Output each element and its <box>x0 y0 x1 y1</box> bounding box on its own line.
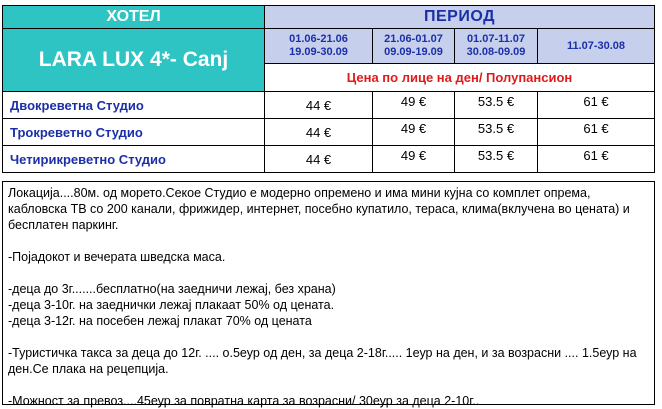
info-box <box>2 181 655 408</box>
period-3-line1: 01.07-11.07 <box>466 33 526 45</box>
room-row-2-price-2 <box>372 118 455 146</box>
room-row-3-price-2 <box>372 145 455 173</box>
period-col-1 <box>264 28 373 64</box>
room-row-2-price-3 <box>454 118 538 146</box>
room-name: Четирикреветно Студио <box>10 151 166 167</box>
price-value: 61 € <box>583 121 609 136</box>
period-col-3 <box>454 28 538 64</box>
period-header-label: ПЕРИОД <box>424 8 495 25</box>
room-row-1-price-4 <box>537 91 655 119</box>
period-col-4 <box>537 28 655 64</box>
price-value: 44 € <box>305 124 332 140</box>
room-row-2-price-1 <box>264 118 373 146</box>
price-value: 49 € <box>400 121 427 136</box>
price-value: 44 € <box>305 97 332 113</box>
period-2-line1: 21.06-01.07 <box>384 33 443 45</box>
period-2-line2: 09.09-19.09 <box>384 46 443 58</box>
price-value: 49 € <box>400 148 427 163</box>
price-value: 53.5 € <box>477 94 515 109</box>
price-value: 49 € <box>400 94 427 109</box>
period-1-line1: 01.06-21.06 <box>289 33 348 45</box>
room-row-2-price-4 <box>537 118 655 146</box>
price-value: 61 € <box>583 94 609 109</box>
period-4-line1: 11.07-30.08 <box>566 39 626 52</box>
room-row-1-name <box>2 91 265 119</box>
period-header <box>264 5 655 29</box>
room-row-2-name <box>2 118 265 146</box>
info-meals: -Појадокот и вечерата шведска маса. <box>8 250 226 264</box>
room-row-1-price-2 <box>372 91 455 119</box>
room-name: Трокреветно Студио <box>10 124 143 140</box>
room-row-1-price-3 <box>454 91 538 119</box>
price-value: 53.5 € <box>477 121 515 136</box>
period-1-line2: 19.09-30.09 <box>289 46 348 58</box>
price-note: Цена по лице на ден/ Полупансион <box>346 70 573 85</box>
info-location: Локација....80м. од морето.Секое Студио е модерно опремено и има мини кујна со комплет опрема, кабловска ТВ со 200 канали, фрижидер, интернет, посебно купатило, тераса, клима(вклучена во цената) и бесплатен паркинг. <box>8 186 630 232</box>
hotel-header <box>2 5 265 29</box>
period-col-2 <box>372 28 455 64</box>
info-kids-3: -деца 3-12г. на посебен лежај плакат 70% од цената <box>8 314 312 328</box>
room-row-3-price-1 <box>264 145 373 173</box>
room-name: Двокреветна Студио <box>10 97 144 113</box>
period-3-line2: 30.08-09.09 <box>466 46 526 58</box>
price-value: 53.5 € <box>477 148 515 163</box>
room-row-3-price-3 <box>454 145 538 173</box>
price-note-cell <box>264 63 655 92</box>
info-kids-2: -деца 3-10г. на заеднички лежај плакаат 50% од цената. <box>8 298 335 312</box>
info-tax: -Туристичка такса за деца до 12г. .... о.5еур од ден, за деца 2-18г..... 1еур на ден, и за возрасни .... 1.5еур на ден.Се плака на рецепција. <box>8 346 637 376</box>
info-kids-1: -деца до 3г.......бесплатно(на заедничи лежај, без храна) <box>8 282 336 296</box>
price-value: 61 € <box>583 148 609 163</box>
room-row-3-price-4 <box>537 145 655 173</box>
room-row-1-price-1 <box>264 91 373 119</box>
room-row-3-name <box>2 145 265 173</box>
hotel-name-cell <box>2 28 265 92</box>
hotel-header-label: ХОТЕЛ <box>106 8 161 25</box>
price-value: 44 € <box>305 151 332 167</box>
hotel-name: LARA LUX 4*- Canj <box>38 48 229 71</box>
info-transport: -Можност за превоз....45еур за повратна карта за возрасни/ 30еур за деца 2-10г.. <box>8 394 480 408</box>
